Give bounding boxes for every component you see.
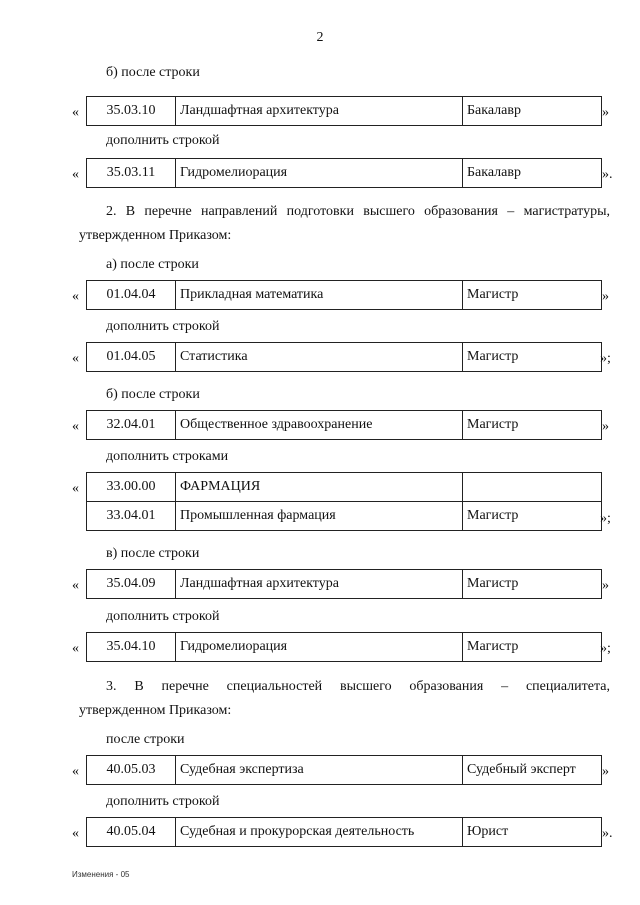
name-cell: Гидромелиорация (176, 633, 463, 662)
s2-intro-line1: 2. В перечне направлений подготовки высшего образования – магистратуры, (106, 204, 610, 219)
s2-a-row1-table (86, 280, 602, 310)
s3-intro (80, 675, 610, 723)
code-cell: 01.04.04 (87, 281, 176, 310)
quote-open: « (72, 641, 79, 656)
s2-b-after-label: б) после строки (106, 387, 200, 402)
code-cell: 40.05.03 (87, 756, 176, 785)
name-cell: Ландшафтная архитектура (176, 97, 463, 126)
code-cell: 35.03.11 (87, 159, 176, 188)
s3-after-label: после строки (106, 732, 185, 747)
quote-open: « (72, 167, 79, 182)
qualification-cell: Бакалавр (463, 97, 602, 126)
code-cell: 35.04.09 (87, 570, 176, 599)
qualification-cell: Юрист (463, 818, 602, 847)
qualification-cell: Магистр (463, 570, 602, 599)
code-cell: 40.05.04 (87, 818, 176, 847)
quote-close: » (602, 105, 609, 120)
s1-b-add-label: дополнить строкой (106, 133, 220, 148)
name-cell: Судебная и прокурорская деятельность (176, 818, 463, 847)
s2-c-add-label: дополнить строкой (106, 609, 220, 624)
code-cell: 01.04.05 (87, 343, 176, 372)
s3-row2-table (86, 817, 602, 847)
s2-b-row1-table (86, 410, 602, 440)
s3-intro-line1: 3. В перечне специальностей высшего образования – специалитета, (106, 679, 610, 694)
s2-b-add-label: дополнить строками (106, 449, 229, 464)
quote-close: ». (602, 167, 613, 182)
name-cell: ФАРМАЦИЯ (176, 473, 463, 502)
name-cell: Статистика (176, 343, 463, 372)
quote-close: »; (600, 351, 611, 366)
name-cell: Гидромелиорация (176, 159, 463, 188)
s2-intro-line2: утвержденном Приказом: (79, 228, 232, 243)
code-cell: 33.00.00 (87, 473, 176, 502)
s2-a-row2-table (86, 342, 602, 372)
s2-b-rows-table (86, 472, 602, 531)
qualification-cell: Бакалавр (463, 159, 602, 188)
code-cell: 32.04.01 (87, 411, 176, 440)
code-cell: 35.04.10 (87, 633, 176, 662)
qualification-cell: Магистр (463, 411, 602, 440)
quote-close: » (602, 419, 609, 434)
name-cell: Ландшафтная архитектура (176, 570, 463, 599)
footer-label: Изменения - 05 (72, 870, 130, 879)
quote-open: « (72, 481, 79, 496)
s1-b-row2-table (86, 158, 602, 188)
quote-open: « (72, 289, 79, 304)
code-cell: 33.04.01 (87, 502, 176, 531)
qualification-cell: Магистр (463, 281, 602, 310)
quote-open: « (72, 826, 79, 841)
s2-c-row1-table (86, 569, 602, 599)
page-number: 2 (316, 30, 324, 45)
name-cell: Прикладная математика (176, 281, 463, 310)
name-cell: Общественное здравоохранение (176, 411, 463, 440)
s3-intro-line2: утвержденном Приказом: (79, 703, 232, 718)
quote-close: » (602, 289, 609, 304)
qualification-cell: Магистр (463, 633, 602, 662)
s2-c-after-label: в) после строки (106, 546, 200, 561)
s3-add-label: дополнить строкой (106, 794, 220, 809)
s2-a-after-label: а) после строки (106, 257, 199, 272)
quote-open: « (72, 578, 79, 593)
s2-intro (80, 200, 610, 248)
quote-close: »; (600, 641, 611, 656)
quote-close: » (602, 578, 609, 593)
s2-c-row2-table (86, 632, 602, 662)
quote-close: »; (600, 511, 611, 526)
quote-open: « (72, 419, 79, 434)
name-cell: Судебная экспертиза (176, 756, 463, 785)
code-cell: 35.03.10 (87, 97, 176, 126)
quote-open: « (72, 764, 79, 779)
quote-open: « (72, 105, 79, 120)
quote-open: « (72, 351, 79, 366)
quote-close: » (602, 764, 609, 779)
name-cell: Промышленная фармация (176, 502, 463, 531)
qualification-cell: Магистр (463, 502, 602, 531)
qualification-cell (463, 473, 602, 502)
s2-a-add-label: дополнить строкой (106, 319, 220, 334)
qualification-cell: Судебный эксперт (463, 756, 602, 785)
s1-b-after-label: б) после строки (106, 65, 200, 80)
s3-row1-table (86, 755, 602, 785)
quote-close: ». (602, 826, 613, 841)
s1-b-row1-table (86, 96, 602, 126)
qualification-cell: Магистр (463, 343, 602, 372)
